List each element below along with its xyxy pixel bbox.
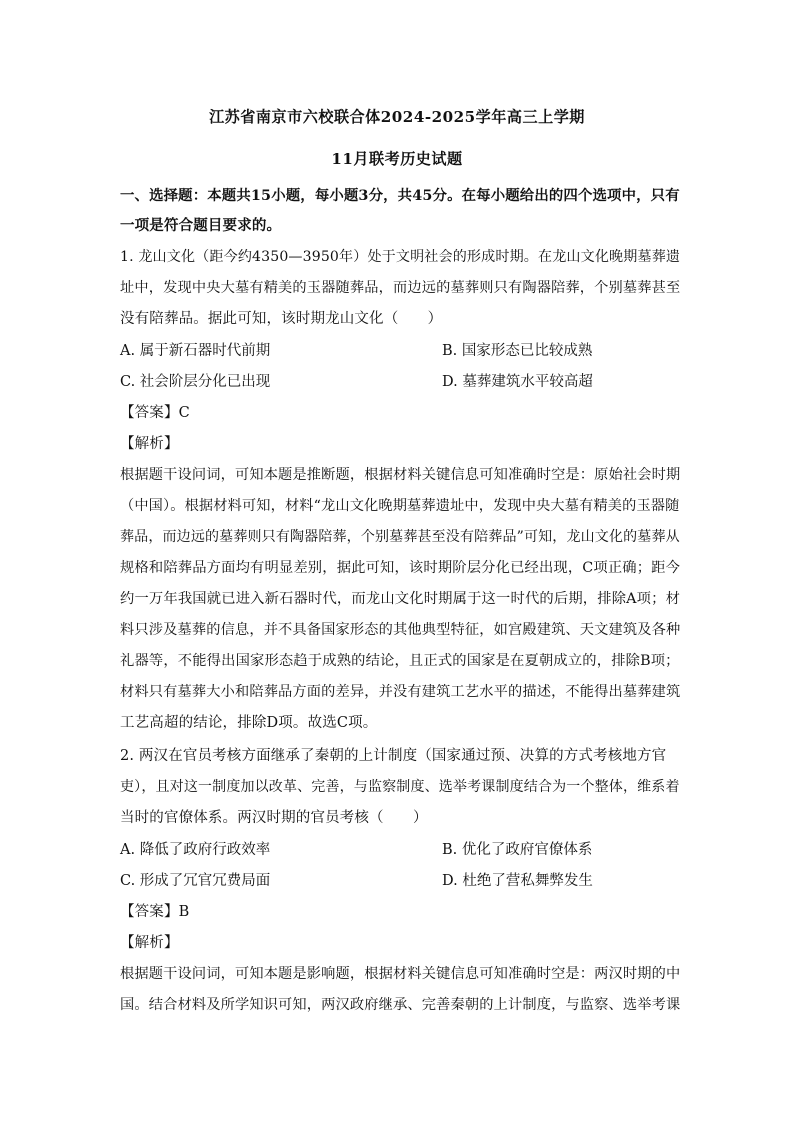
q2-option-b: B. 优化了政府官僚体系	[442, 842, 593, 858]
q1-analysis-line-1: 根据题干设问词，可知本题是推断题，根据材料关键信息可知准确时空是：原始社会时期	[120, 467, 681, 483]
q2-stem-line-1: 2. 两汉在官员考核方面继承了秦朝的上计制度（国家通过预、决算的方式考核地方官	[120, 748, 667, 764]
exam-title-line-2: 11月联考历史试题	[331, 150, 463, 168]
q1-stem-line-2: 址中，发现中央大墓有精美的玉器随葬品，而边远的墓葬则只有陶器陪葬，个别墓葬甚至	[120, 280, 681, 296]
q1-option-c: C. 社会阶层分化已出现	[120, 374, 271, 390]
q1-analysis-label: 【解析】	[120, 436, 179, 452]
q1-analysis-line-9: 工艺高超的结论，排除D项。故选C项。	[120, 715, 378, 731]
q1-analysis-line-8: 材料只有墓葬大小和陪葬品方面的差异，并没有建筑工艺水平的描述，不能得出墓葬建筑	[120, 684, 681, 700]
q2-option-d: D. 杜绝了营私舞弊发生	[442, 873, 593, 889]
exam-title-line-1: 江苏省南京市六校联合体2024-2025学年高三上学期	[209, 108, 585, 126]
q1-stem-line-3: 没有陪葬品。据此可知，该时期龙山文化（ ）	[120, 311, 443, 327]
q1-analysis-line-4: 规格和陪葬品方面均有明显差别，据此可知，该时期阶层分化已经出现，C项正确；距今	[120, 560, 681, 576]
q1-analysis-line-7: 礼器等，不能得出国家形态趋于成熟的结论，且正式的国家是在夏朝成立的，排除B项；	[120, 653, 680, 669]
q1-option-a: A. 属于新石器时代前期	[120, 343, 271, 359]
q1-analysis-line-3: 葬品，而边远的墓葬则只有陶器陪葬，个别墓葬甚至没有陪葬品”可知，龙山文化的墓葬从	[120, 529, 680, 545]
q1-stem-line-1: 1. 龙山文化（距今约4350—3950年）处于文明社会的形成时期。在龙山文化晚期墓葬遗	[120, 249, 681, 265]
q2-answer: 【答案】B	[120, 904, 190, 920]
section-instruction-line-2: 一项是符合题目要求的。	[120, 217, 282, 234]
q2-analysis-line-2: 国。结合材料及所学知识可知，两汉政府继承、完善秦朝的上计制度，与监察、选举考课	[120, 997, 681, 1013]
q1-analysis-line-5: 约一万年我国就已进入新石器时代，而龙山文化时期属于这一时代的后期，排除A项；材	[120, 591, 681, 607]
q2-stem-line-3: 当时的官僚体系。两汉时期的官员考核（ ）	[120, 810, 428, 826]
q2-option-a: A. 降低了政府行政效率	[120, 842, 271, 858]
q2-analysis-label: 【解析】	[120, 935, 179, 951]
q2-stem-line-2: 吏），且对这一制度加以改革、完善，与监察制度、选举考课制度结合为一个整体，维系着	[120, 779, 680, 795]
q2-option-c: C. 形成了冗官冗费局面	[120, 873, 271, 889]
q1-option-d: D. 墓葬建筑水平较高超	[442, 374, 593, 390]
q2-analysis-line-1: 根据题干设问词，可知本题是影响题，根据材料关键信息可知准确时空是：两汉时期的中	[120, 966, 681, 982]
q1-answer: 【答案】C	[120, 405, 190, 421]
q1-analysis-line-6: 料只涉及墓葬的信息，并不具备国家形态的其他典型特征，如宫殿建筑、天文建筑及各种	[120, 622, 681, 638]
q1-option-b: B. 国家形态已比较成熟	[442, 343, 593, 359]
q1-analysis-line-2: （中国）。根据材料可知，材料“龙山文化晚期墓葬遗址中，发现中央大墓有精美的玉器随	[120, 498, 680, 514]
section-instruction-line-1: 一、选择题：本题共15小题，每小题3分，共45分。在每小题给出的四个选项中，只有	[120, 187, 680, 204]
